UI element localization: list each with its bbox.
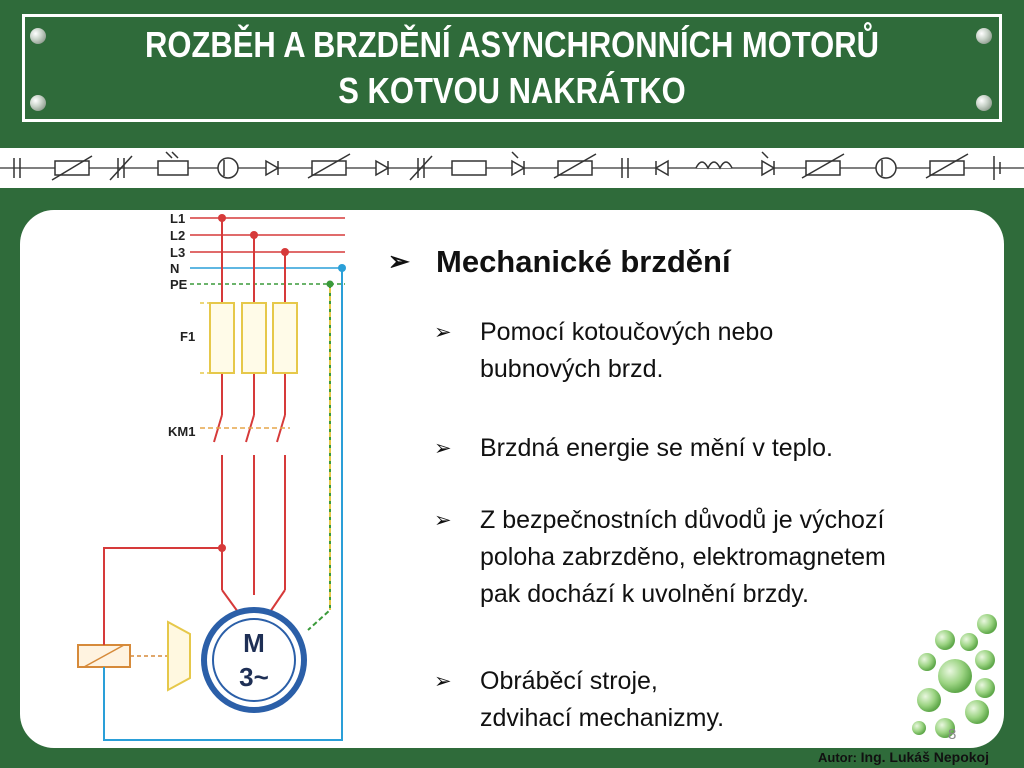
author-name: Ing. Lukáš Nepokoj	[860, 749, 989, 765]
arrow-bullet-icon: ➢	[388, 246, 410, 276]
fuse-icon	[210, 303, 234, 373]
title-line-1: ROZBĚH A BRZDĚNÍ ASYNCHRONNÍCH MOTORŮ	[145, 24, 879, 65]
bullet-line: Pomocí kotoučových nebo	[480, 318, 774, 346]
phase-label-n: N	[170, 261, 180, 276]
bullet-line: Z bezpečnostních důvodů je výchozí	[480, 506, 885, 534]
bullet-line: bubnových brzd.	[480, 355, 664, 383]
bullet-line: Brzdná energie se mění v teplo.	[480, 434, 833, 462]
bullet-line: pak dochází k uvolnění brzdy.	[480, 580, 809, 608]
contactor-label: KM1	[168, 424, 196, 439]
heading-text: Mechanické brzdění	[436, 244, 731, 279]
phase-label-l2: L2	[170, 228, 186, 243]
phase-label-l3: L3	[170, 245, 186, 260]
bullet-line: zdvihací mechanizmy.	[480, 704, 725, 732]
author-credit	[818, 749, 989, 765]
fuse-block	[210, 303, 297, 373]
author-prefix: Autor:	[818, 750, 857, 765]
motor-letter: M	[243, 628, 265, 658]
page-number: 8	[948, 726, 957, 743]
motor-type: 3~	[239, 662, 269, 692]
fuse-icon	[273, 303, 297, 373]
bullet-line: Obráběcí stroje,	[480, 667, 658, 695]
phase-label-l1: L1	[170, 211, 186, 226]
arrow-bullet-icon: ➢	[434, 321, 452, 344]
fuse-label: F1	[180, 329, 196, 344]
arrow-bullet-icon: ➢	[434, 670, 452, 693]
pe-wire	[308, 284, 330, 630]
phase-label-pe: PE	[170, 277, 188, 292]
bullet-line: poloha zabrzděno, elektromagnetem	[480, 543, 886, 571]
title-line-2: S KOTVOU NAKRÁTKO	[338, 70, 686, 111]
arrow-bullet-icon: ➢	[434, 509, 452, 532]
brake-shoe-icon	[168, 622, 190, 690]
fuse-icon	[242, 303, 266, 373]
motor-icon	[204, 610, 304, 710]
arrow-bullet-icon: ➢	[434, 437, 452, 460]
